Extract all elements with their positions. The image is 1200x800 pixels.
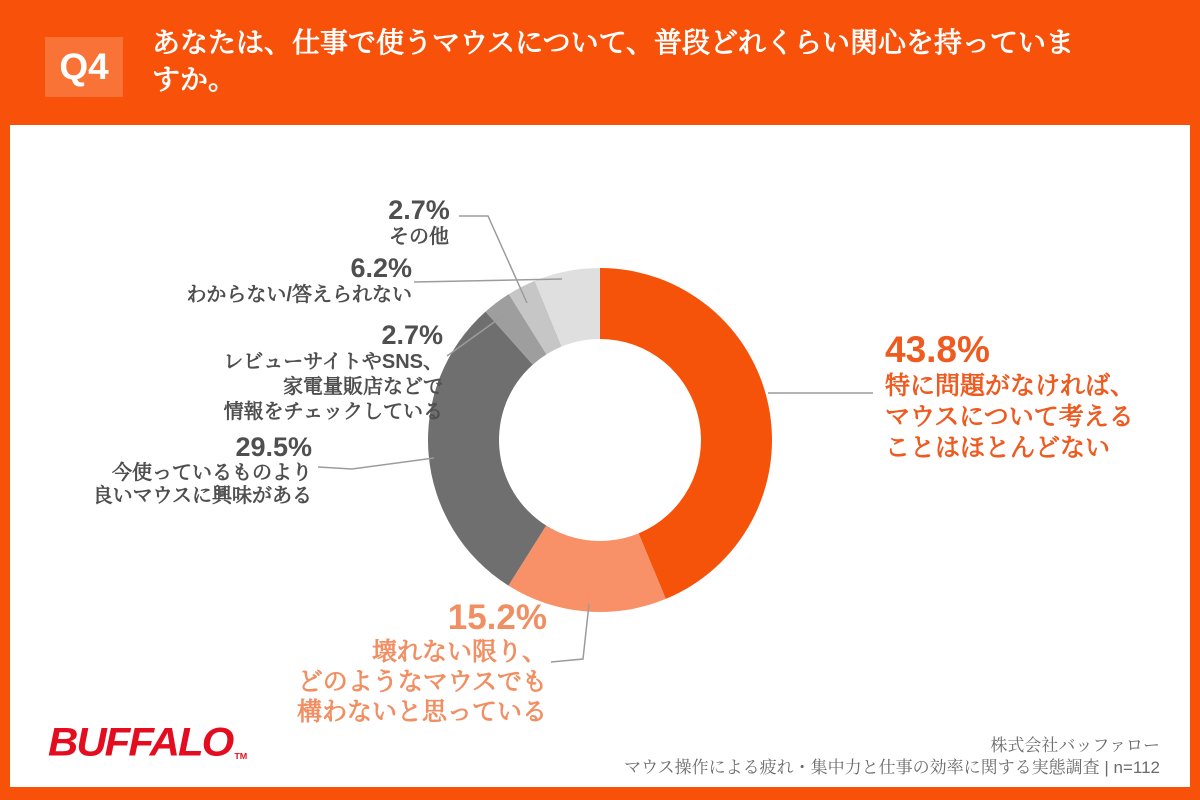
slice-label-line: その他 xyxy=(389,226,449,248)
slice-label-line: わからない/答えられない xyxy=(186,284,412,306)
slice-pct: 6.2% xyxy=(350,253,412,283)
leader-line-nobreak xyxy=(551,604,589,662)
slice-pct: 29.5% xyxy=(235,432,312,462)
slice-pct: 15.2% xyxy=(447,598,547,637)
buffalo-logo-text: BUFFALO xyxy=(48,719,233,764)
trademark-mark: TM xyxy=(234,751,248,761)
slice-label-line: 構わないと思っている xyxy=(296,698,547,726)
source-company: 株式会社バッファロー xyxy=(990,736,1160,755)
slice-label-review xyxy=(140,321,443,425)
slice-label-other xyxy=(358,196,480,250)
slice-label-nobreak xyxy=(277,598,547,727)
slice-label-main xyxy=(885,329,1200,464)
slice-label-unknown xyxy=(150,254,412,308)
slice-label-line: マウスについて考える xyxy=(885,403,1134,431)
slice-label-line: 壊れない限り、 xyxy=(371,638,547,666)
slice-label-line: 特に問題がなければ、 xyxy=(885,372,1136,400)
slice-pct: 43.8% xyxy=(885,329,990,370)
slice-label-interest xyxy=(58,433,312,508)
slice-label-line: 情報をチェックしている xyxy=(223,401,443,423)
buffalo-logo xyxy=(48,719,247,765)
slice-label-line: レビューサイトやSNS、 xyxy=(223,351,443,373)
source-note xyxy=(520,735,1160,779)
slice-label-line: どのようなマウスでも xyxy=(297,668,547,696)
slice-label-line: ことはほとんどない xyxy=(885,434,1111,462)
leader-line-interest xyxy=(318,458,434,469)
slice-label-line: 良いマウスに興味がある xyxy=(92,485,312,507)
slice-pct: 2.7% xyxy=(381,320,443,350)
question-text: あなたは、仕事で使うマウスについて、普段どれくらい関心を持っていますか。 xyxy=(152,27,1075,95)
slice-label-line: 今使っているものより xyxy=(112,462,312,484)
question-number-badge: Q4 xyxy=(45,37,123,97)
source-survey: マウス操作による疲れ・集中力と仕事の効率に関する実態調査 | n=112 xyxy=(624,758,1160,777)
slice-label-line: 家電量販店などで xyxy=(283,376,443,398)
slice-pct: 2.7% xyxy=(388,195,450,225)
